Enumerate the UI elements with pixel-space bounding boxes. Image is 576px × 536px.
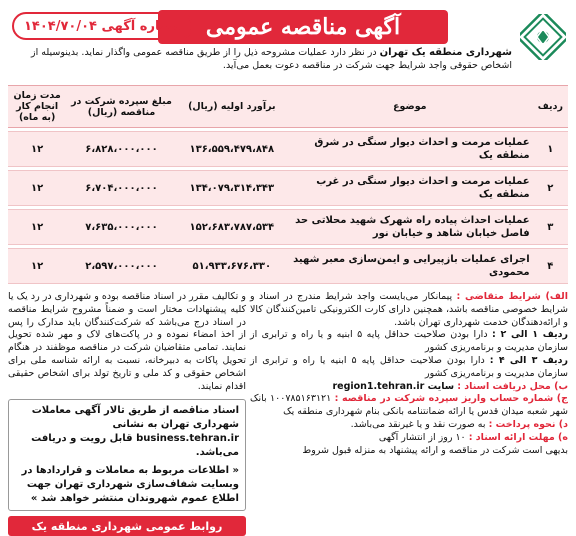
table-header-row: [8, 85, 568, 128]
table-row: [8, 131, 568, 167]
info-transparency: « اطلاعات مربوط به معاملات و قراردادها در وبسایت شفاف‌سازی شهرداری تهران جهت اطلاع عموم شهروندان منتشر خواهد شد »: [21, 465, 239, 505]
row-number: ۴: [533, 248, 568, 284]
header-duration: مدت زمان انجام کار (به ماه): [8, 85, 66, 128]
row-duration: ۱۲: [8, 170, 66, 206]
row-duration: ۱۲: [8, 131, 66, 167]
info-business-site: اسناد مناقصه از طریق تالار آگهی معاملات شهرداری تهران به نشانی business.tehran.ir قابل رویت و دریافت می‌باشد.: [31, 405, 239, 459]
row-deposit: ۲،۵۹۷،۰۰۰،۰۰۰: [66, 248, 176, 284]
header-subject: موضوع: [287, 85, 533, 128]
row-number: ۳: [533, 209, 568, 245]
payment-method-text: به صورت نقد و یا غیرنقد می‌باشد.: [350, 418, 486, 430]
conditions-p1: پیمانکار می‌بایست واجد شرایط مندرج در اسناد و شرایط خصوصی مناقصه باشد، همچنین دارای کارت الکترونیکی تامین‌کنندگان کالا و ارائه‌دهندگان خدمت شهرداری تهران باشد.: [250, 291, 568, 328]
row-deposit: ۶،۷۰۴،۰۰۰،۰۰۰: [66, 170, 176, 206]
conditions-final-line: بدیهی است شرکت در مناقصه و ارائه پیشنهاد به منزله قبول شروط: [302, 444, 568, 456]
header-row-number: ردیف: [533, 85, 568, 128]
conditions-heading: الف) شرایط متقاضی :: [456, 291, 568, 302]
row-number: ۱: [533, 131, 568, 167]
deadline-label: ه) مهلت ارائه اسناد :: [468, 431, 568, 443]
row-subject: عملیات مرمت و احداث دیوار سنگی در شرق منطقه یک: [287, 131, 533, 167]
condition-rows-1-2: [250, 329, 568, 355]
deposit-account: [250, 393, 568, 419]
rows-1-2-label: ردیف ۱ الی ۲ :: [492, 329, 568, 341]
row-subject: اجرای عملیات بازپیرایی و ایمن‌سازی معبر شهید محمودی: [287, 248, 533, 284]
conditions-column: [250, 291, 568, 457]
row-estimate: ۵۱،۹۳۳،۶۷۶،۳۳۰: [177, 248, 287, 284]
footer-banner: روابط عمومی شهرداری منطقه یک: [8, 516, 246, 536]
rows-3-4-text: دارا بودن صلاحیت حداقل پایه ۵ ابنیه یا راه و ترابری از سازمان مدیریت و برنامه‌ریزی کشور: [250, 354, 568, 379]
deadline-text: ۱۰ روز از انتشار آگهی: [378, 431, 466, 443]
row-deposit: ۶،۸۲۸،۰۰۰،۰۰۰: [66, 131, 176, 167]
row-duration: ۱۲: [8, 209, 66, 245]
documents-location: [250, 381, 568, 394]
info-box: [8, 399, 246, 511]
payment-method-label: د) نحوه پرداخت :: [488, 418, 568, 430]
table-row: [8, 248, 568, 284]
header-deposit: مبلغ سپرده شرکت در مناقصه (ریال): [66, 85, 176, 128]
deposit-account-text: ۱۰۰۷۸۵۱۶۳۱۲۱ بانک شهر شعبه میدان قدس یا ارائه ضمانتنامه بانکی بنام شهرداری منطقه یک: [250, 393, 568, 418]
documents-location-text: سایت region1.tehran.ir: [332, 380, 455, 392]
tender-table: [8, 82, 568, 287]
ad-number-value: ۱۴۰۴/۷۰/۰۴: [24, 18, 97, 34]
deadline: [250, 432, 568, 445]
tehran-municipality-logo-icon: [520, 14, 566, 60]
row-estimate: ۱۳۶،۵۵۹،۴۷۹،۸۴۸: [177, 131, 287, 167]
bottom-section: [8, 291, 568, 533]
intro-rest: در نظر دارد عملیات مشروحه ذیل را از طریق مناقصه عمومی واگذار نماید. بدینوسیله از اشخاص حقوقی واجد شرایط جهت شرکت در مناقصه دعوت بعمل می‌آید.: [31, 47, 512, 71]
condition-rows-3-4: [250, 355, 568, 381]
row-duration: ۱۲: [8, 248, 66, 284]
payment-method: [250, 419, 568, 432]
title-banner: آگهی مناقصه عمومی: [158, 10, 448, 44]
left-column: [8, 291, 246, 536]
row-number: ۲: [533, 170, 568, 206]
row-subject: عملیات احداث پیاده راه شهرک شهید محلاتی حد فاصل خیابان شاهد و خیابان نور: [287, 209, 533, 245]
documents-location-label: ب) محل دریافت اسناد :: [457, 380, 568, 392]
row-subject: عملیات مرمت و احداث دیوار سنگی در غرب منطقه یک: [287, 170, 533, 206]
rows-1-2-text: دارا بودن صلاحیت حداقل پایه ۵ ابنیه و یا راه و ترابری از سازمان مدیریت و برنامه‌ریزی کشور: [250, 329, 568, 354]
table-row: [8, 209, 568, 245]
header: [8, 6, 568, 71]
org-name: شهرداری منطقه یک تهران: [379, 47, 512, 58]
ad-number-badge: [12, 12, 193, 40]
deposit-account-label: ج) شماره حساب واریز سپرده شرکت در مناقصه :: [334, 393, 568, 405]
row-deposit: ۷،۶۳۵،۰۰۰،۰۰۰: [66, 209, 176, 245]
ad-number-label: شماره آگهی: [101, 18, 182, 34]
rows-3-4-label: ردیف ۳ الی ۴ :: [489, 354, 568, 366]
header-estimate: برآورد اولیه (ریال): [177, 85, 287, 128]
row-estimate: ۱۵۲،۶۸۳،۷۸۷،۵۳۴: [177, 209, 287, 245]
table-row: [8, 170, 568, 206]
intro-text: [12, 46, 512, 72]
row-estimate: ۱۳۴،۰۷۹،۳۱۴،۳۴۳: [177, 170, 287, 206]
conditions-continued: و تکالیف مقرر در اسناد مناقصه بوده و شهرداری در رد یک یا کلیه پیشنهادات مختار است و ضمناً مشروح شرایط مناقصه در اسناد درج می‌باشد که شرکت‌کنندگان باید مدارک را پس از اخذ امضاء نموده و در پاکت‌های لاک و مهر شده تحویل نمایند. تمامی متقاضیان شرکت در مناقصه موظفند در هنگام تحویل پاکات به دبیرخانه، نسبت به ارائه شناسه ملی برای اشخاص حقوقی و کد ملی و تاریخ تولد برای اشخاص حقیقی اقدام نمایند.: [8, 291, 246, 392]
